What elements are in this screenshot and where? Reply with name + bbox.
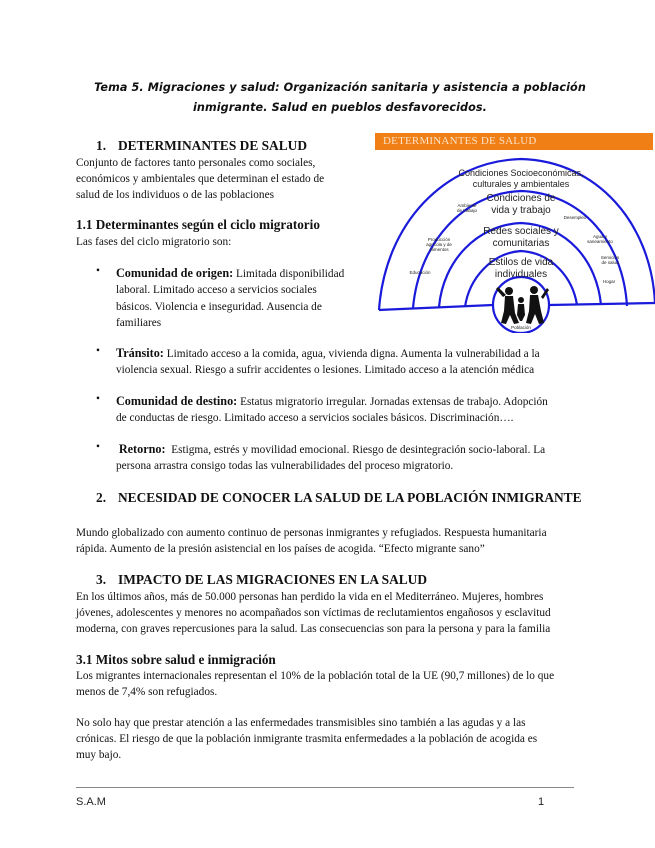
section-3-body: En los últimos años, más de 50.000 personas han perdido la vida en el Mediterráneo. Mujeres, hombres jóvenes, adolescentes y menores no acompañados son víctimas de reclutamientos engañosos y esclavitud moderna, con graves repercusiones para la salud. Las consecuencias son para la persona y para la familia [76, 591, 551, 635]
section-1-body: Conjunto de factores tanto personales como sociales, económicos y ambientales que determinan el estado de salud de los individuos o de las poblaciones [76, 157, 325, 201]
ring-label-socioeconomicas: Condiciones Socioeconómicas, culturales y ambientales [458, 168, 584, 189]
label-poblacion: Población [511, 325, 531, 330]
subsection-3-1-heading: 3.1 Mitos sobre salud e inmigración [76, 652, 276, 667]
diagram-banner: DETERMINANTES DE SALUD [375, 133, 653, 150]
bullet-icon: • [96, 441, 100, 453]
label-desempleo: Desempleo [563, 215, 587, 220]
title-line-2: inmigrante. Salud en pueblos desfavorecidos. [192, 101, 488, 114]
ring-label-redes-sociales: Redes sociales y comunitarias [483, 226, 559, 249]
section-1-heading: 1. DETERMINANTES DE SALUD [96, 138, 307, 153]
page-number: 1 [538, 796, 545, 808]
section-2-body: Mundo globalizado con aumento continuo de personas inmigrantes y refugiados. Respuesta humanitaria rápida. Aumento de la presión asistencial en los países de acogida. “Efecto migrante sano” [76, 527, 547, 555]
document-title [60, 78, 620, 118]
section-2-heading: 2. NECESIDAD DE CONOCER LA SALUD DE LA POBLACIÓN INMIGRANTE [96, 490, 582, 505]
determinantes-diagram [375, 133, 655, 333]
label-educacion: Educación [409, 270, 431, 275]
section-3-heading: 3. IMPACTO DE LAS MIGRACIONES EN LA SALUD [96, 572, 428, 587]
bullet-icon: • [96, 265, 100, 277]
bullet-icon: • [96, 393, 100, 405]
label-hogar: Hogar [602, 279, 616, 284]
subsection-1-1-intro: Las fases del ciclo migratorio son: [76, 236, 232, 248]
label-servicios-salud: Servicios de salud [600, 255, 620, 265]
subsection-3-1-para-1: Los migrantes internacionales representan el 10% de la población total de la UE (90,7 millones) de lo que menos de 7,4% son refugiados. [76, 670, 555, 698]
label-produccion-alimentos: Producción agrícola y de alimentos [426, 237, 452, 252]
subsection-1-1-heading: 1.1 Determinantes según el ciclo migratorio [76, 217, 320, 232]
label-agua-saneamiento: Agua y saneamiento [587, 234, 613, 244]
ring-label-estilos-vida: Estilos de vida individuales [488, 257, 554, 280]
footer-author: S.A.M [76, 796, 106, 808]
bullet-icon: • [96, 345, 100, 357]
label-ambiente-trabajo: Ambiente de trabajo [456, 203, 477, 213]
ring-label-vida-trabajo: Condiciones de vida y trabajo [486, 193, 556, 216]
title-line-1: Tema 5. Migraciones y salud: Organización sanitaria y asistencia a población [94, 81, 586, 94]
footer-divider [76, 787, 574, 788]
subsection-3-1-para-2: No solo hay que prestar atención a las enfermedades transmisibles sino también a las agudas y a las crónicas. El riesgo de que la población inmigrante trasmita enfermedades a la población de acogida es muy bajo. [76, 717, 538, 761]
